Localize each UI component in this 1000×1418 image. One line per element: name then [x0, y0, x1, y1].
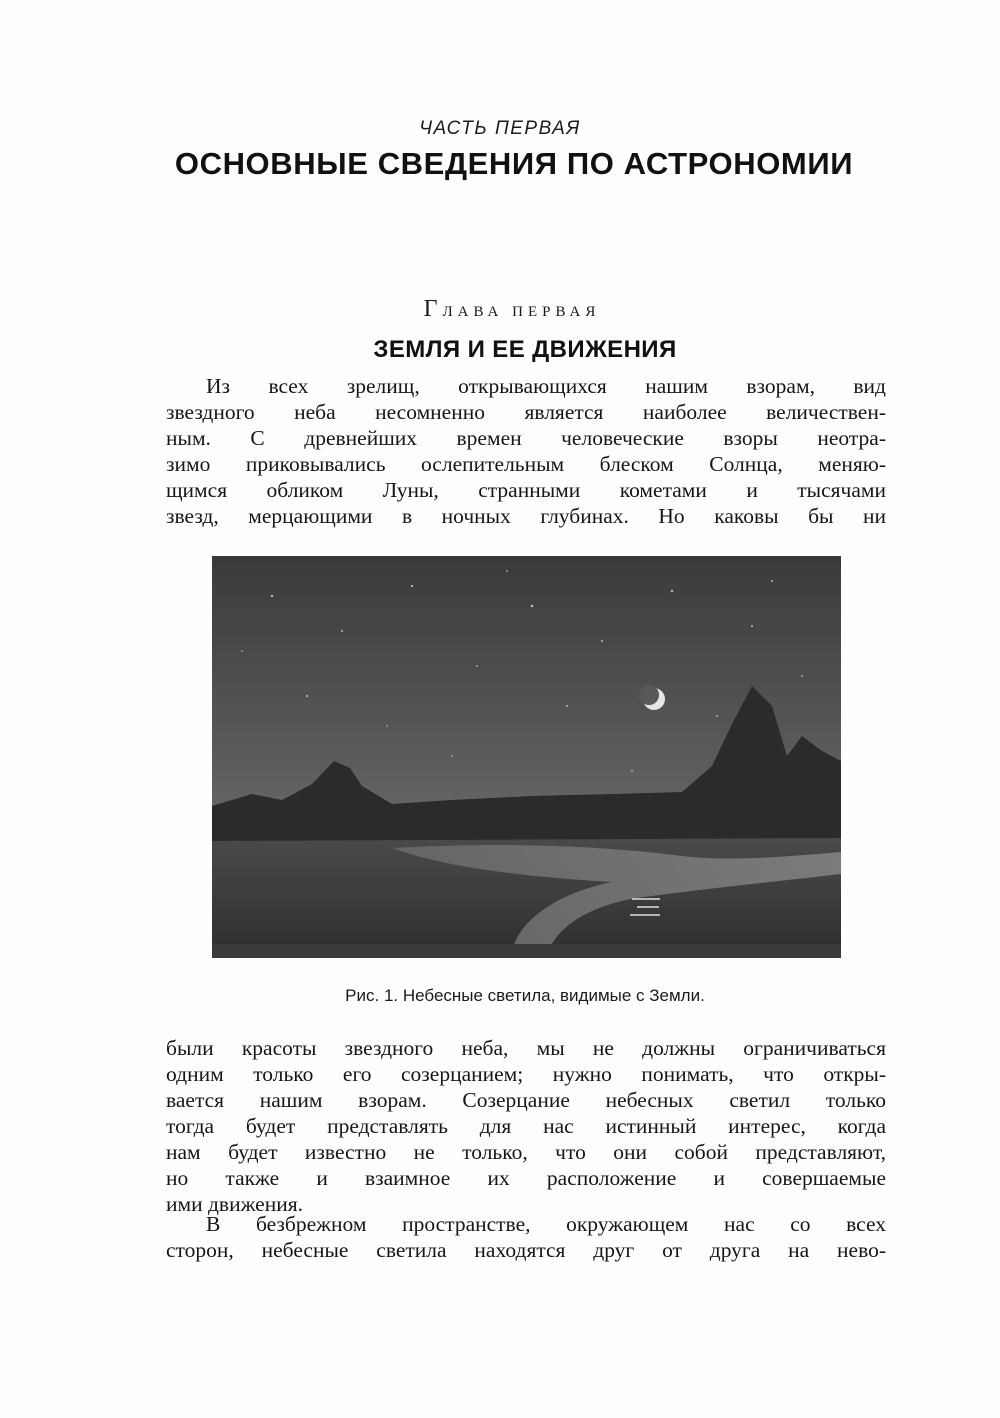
text-line: сторон, небесные светила находятся друг от друга на нево- [166, 1238, 886, 1262]
chapter-title: ЗЕМЛЯ И ЕЕ ДВИЖЕНИЯ [373, 336, 677, 363]
chapter-label-initial: Г [423, 296, 443, 322]
part-title: ОСНОВНЫЕ СВЕДЕНИЯ ПО АСТРОНОМИИ [174, 146, 854, 181]
text-line: В безбрежном пространстве, окружающем нас со всех [206, 1212, 886, 1236]
night-landscape-figure [212, 556, 841, 958]
part-label: ЧАСТЬ ПЕРВАЯ [419, 118, 581, 139]
text-line: ими движения. [166, 1192, 303, 1216]
text-line: звездного неба несомненно является наиболее величествен- [166, 400, 886, 424]
paragraph-2 [166, 1211, 886, 1263]
paragraph-1 [166, 373, 886, 529]
text-line: ным. С древнейших времен человеческие взоры неотра- [166, 426, 886, 450]
text-line: нам будет известно не только, что они собой представляют, [166, 1140, 886, 1164]
text-line: зимо приковывались ослепительным блеском Солнца, меняю- [166, 452, 886, 476]
text-line: одним только его созерцанием; нужно понимать, что откры- [166, 1062, 886, 1086]
paragraph-1-continued [166, 1035, 886, 1217]
text-line: тогда будет представлять для нас истинный интерес, когда [166, 1114, 886, 1138]
text-line: щимся обликом Луны, странными кометами и тысячами [166, 478, 886, 502]
text-line: вается нашим взорам. Созерцание небесных светил только [166, 1088, 886, 1112]
chapter-label [0, 296, 1000, 323]
text-line: но также и взаимное их расположение и совершаемые [166, 1166, 886, 1190]
night-landscape-image [212, 556, 841, 958]
text-line: Из всех зрелищ, открывающихся нашим взорам, вид [206, 374, 886, 398]
chapter-label-rest: ЛАВА ПЕРВАЯ [442, 304, 601, 320]
text-line: были красоты звездного неба, мы не должны ограничиваться [166, 1036, 886, 1060]
figure-caption: Рис. 1. Небесные светила, видимые с Земли. [345, 986, 705, 1005]
text-line: звезд, мерцающими в ночных глубинах. Но каковы бы ни [166, 504, 886, 528]
